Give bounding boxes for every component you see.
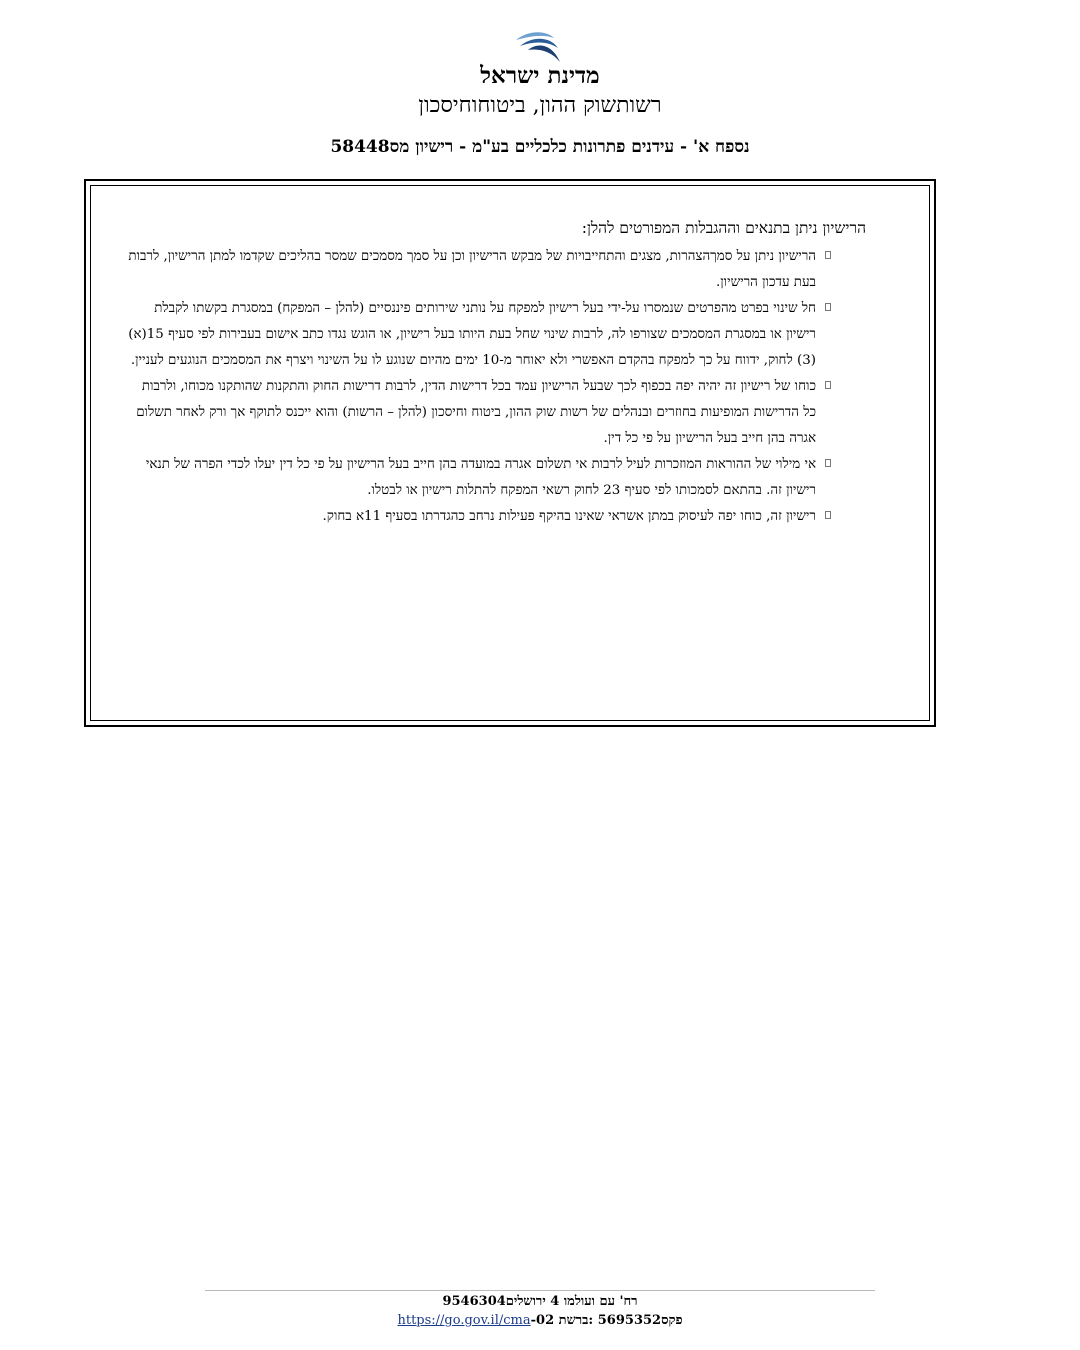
condition-text: חל שינוי בפרט מהפרטים שנמסרו על-ידי בעל רישיון למפקח על נותני שירותים פיננסיים (להלן – המפקח) במסגרת בקשתו לקבלת רישיון או במסגרת המסמכים שצורפו לה, לרבות שינוי שחל בעת היותו בעל רישיון, או הוגש נגדו כתב אישום בעבירות לפי סעיף 15(א)(3) לחוק, ידווח על כך למפקח בהקדם האפשרי ולא יאוחר מ-10 ימים מהיום שנוגע לו על השינוי ויצרף את המסמכים הנוגעים לעניין.	[128, 301, 816, 368]
state-name-heading: מדינת ישראל	[480, 62, 600, 89]
condition-item	[126, 374, 866, 452]
footer-address: רח' עם ועולמו 4 ירושלים9546304	[442, 1294, 638, 1309]
condition-text: הרישיון ניתן על סמךהצהרות, מצגים והתחייבויות של מבקש הרישיון וכן על סמך מסמכים שמסר בהליכים שקדמו למתן הרישיון, לרבות בעת עדכון הרישיון.	[128, 249, 816, 290]
conditions-intro: הרישיון ניתן בתנאים וההגבלות המפורטים להלן:	[581, 219, 866, 237]
condition-item	[126, 244, 866, 296]
footer-fax-phone: פקס5695352 :ברשת 02-	[530, 1313, 683, 1328]
condition-text: רישיון זה, כוחו יפה לעיסוק במתן אשראי שאינו בהיקף פעילות נרחב כהגדרתו בסעיף 11א בחוק.	[322, 509, 816, 524]
bullet-box-icon	[825, 459, 831, 467]
condition-item	[126, 504, 866, 530]
footer-divider	[205, 1290, 875, 1291]
website-link[interactable]: https://go.gov.il/cma	[397, 1313, 531, 1328]
authority-name-heading: רשותשוק ההון, ביטוחוחיסכון	[418, 93, 662, 118]
condition-item	[126, 452, 866, 504]
bullet-box-icon	[825, 511, 831, 519]
condition-item	[126, 296, 866, 374]
bullet-box-icon	[825, 381, 831, 389]
bullet-box-icon	[825, 303, 831, 311]
condition-text: כוחו של רישיון זה יהיה יפה בכפוף לכך שבעל הרישיון עמד בכל דרישות הדין, לרבות דרישות החוק והתקנות שהותקנו מכוחו, ולרבות כל הדרישות המופיעות בחוזרים ובנהלים של רשות שוק ההון, ביטוח וחיסכון (להלן – הרשות) והוא ייכנס לתוקף אך ורק לאחר תשלום אגרה בהן חייב בעל הרישיון על פי כל דין.	[136, 379, 816, 446]
appendix-title: נספח א' - עידנים פתרונות כלכליים בע"מ - רישיון מס58448	[330, 137, 750, 157]
condition-text: אי מילוי של ההוראות המוזכרות לעיל לרבות אי תשלום אגרה במועדה בהן חייב בעל הרישיון על פי כל דין יעלו לכדי הפרה של תנאי רישיון זה. בהתאם לסמכותו לפי סעיף 23 לחוק רשאי המפקח להתלות רישיון או לבטלו.	[145, 457, 816, 498]
bullet-box-icon	[825, 251, 831, 259]
state-emblem-waves-icon	[514, 28, 562, 66]
conditions-section	[126, 215, 866, 530]
footer-contact	[0, 1312, 1080, 1328]
